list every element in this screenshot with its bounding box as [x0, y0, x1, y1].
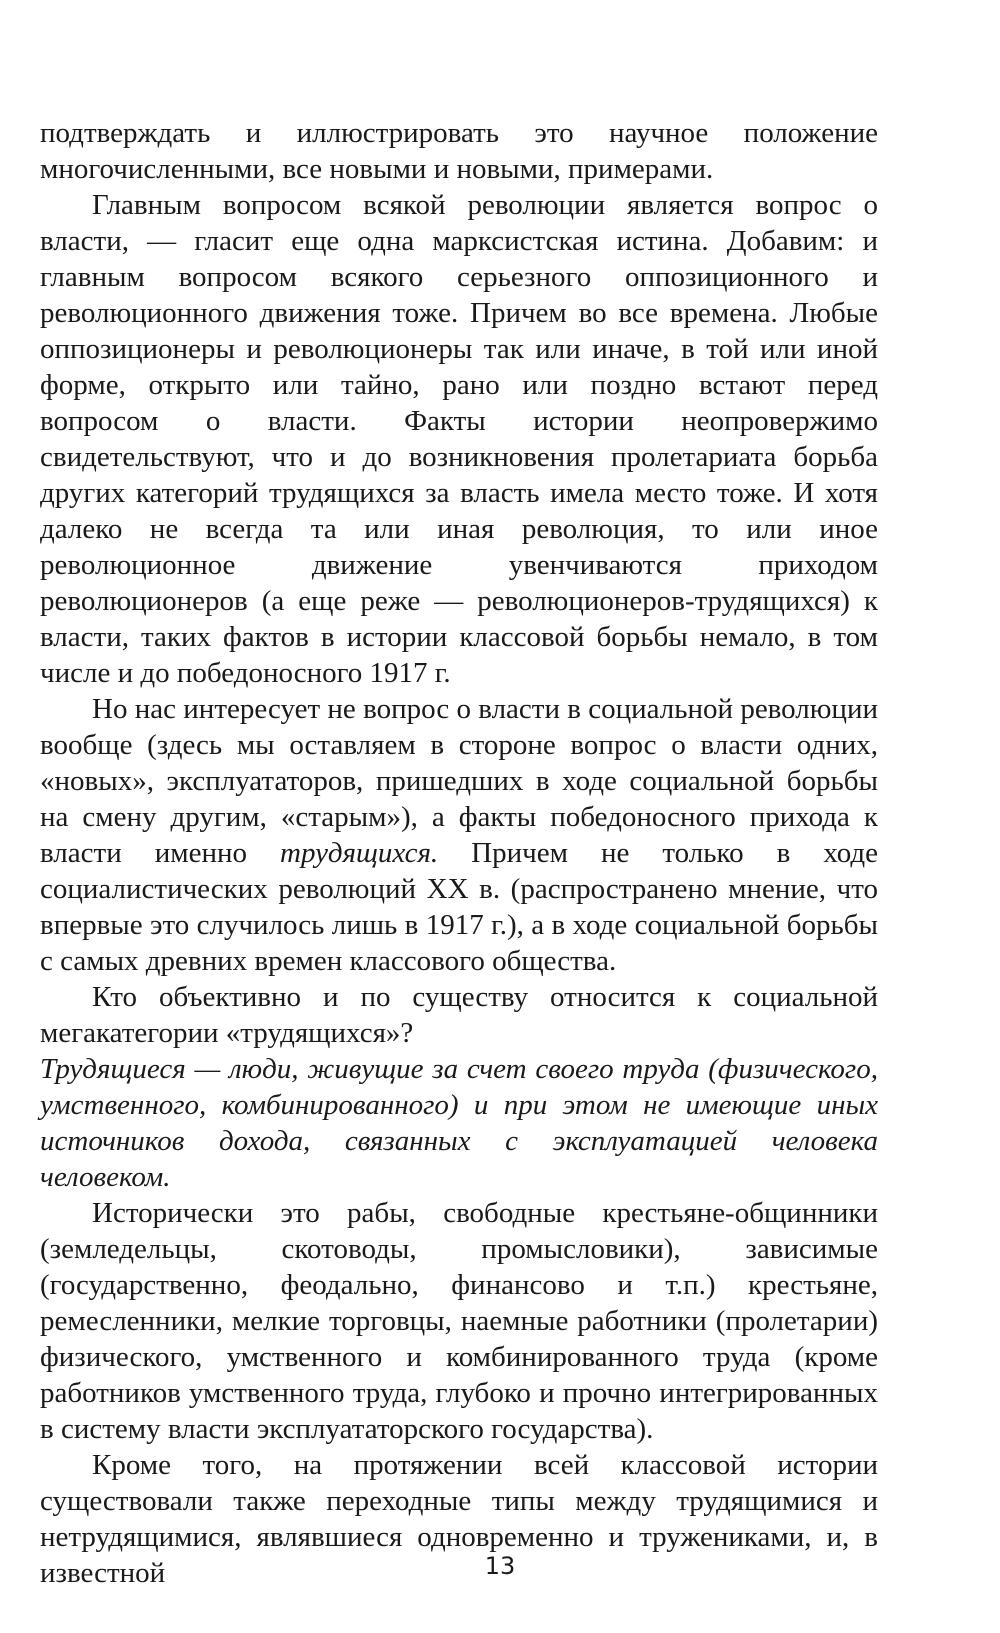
paragraph-historical-list: Исторически это рабы, свободные крестьяне-общинники (земледельцы, скотоводы, промысловики), зависимые (государственно, феодально, финансово и т.п.) крестьяне, ремесленники, мелкие торговцы, наемные работники (пролетарии) физического, умственного и комбинированного труда (кроме работников умственного труда, глубоко и прочно интегрированных в систему власти эксплуататорского государства). — [40, 1197, 878, 1445]
paragraph-definition: Трудящиеся — люди, живущие за счет своего труда (физического, умственного, комбинированного) и при этом не имеющие иных источников дохода, связанных с эксплуатацией человека человеком. — [40, 1053, 878, 1193]
paragraph-transitional-types: Кроме того, на протяжении всей классовой истории существовали также переходные типы между трудящимися и нетрудящимися, являвшиеся одновременно и тружениками, и, в известной — [40, 1449, 878, 1589]
paragraph-question: Кто объективно и по существу относится к социальной мегакатегории «трудящихся»? — [40, 981, 878, 1049]
paragraph-continuation: подтверждать и иллюстрировать это научное положение многочисленными, все новыми и новыми, примерами. — [40, 117, 878, 185]
page-body — [40, 115, 878, 1591]
paragraph-text-after: Причем не только в ходе социалистических революций XX в. (распространено мнение, что впервые это случилось лишь в 1917 г.), а в ходе социальной борьбы с самых древних времен классового общества. — [40, 837, 879, 977]
paragraph-power-question: Главным вопросом всякой революции является вопрос о власти, — гласит еще одна марксистская истина. Добавим: и главным вопросом всякого серьезного оппозиционного и революционного движения тоже. Причем во все времена. Любые оппозиционеры и революционеры так или иначе, в той или иной форме, открыто или тайно, рано или поздно встают перед вопросом о власти. Факты истории неопровержимо свидетельствуют, что и до возникновения пролетариата борьба других категорий трудящихся за власть имела место тоже. И хотя далеко не всегда та или иная революция, то или иное революционное движение увенчиваются приходом революционеров (а еще реже — революционеров-трудящихся) к власти, таких фактов в истории классовой борьбы немало, в том числе и до победоносного 1917 г. — [40, 189, 878, 689]
emphasis-word: трудящихся. — [280, 837, 439, 869]
paragraph-working-people-power — [40, 691, 878, 979]
paragraph-text-before: Но нас интересует не вопрос о власти в социальной революции вообще (здесь мы оставляем в стороне вопрос о власти одних, «новых», эксплуататоров, пришедших в ходе социальной борьбы на смену другим, «старым»), а факты победоносного прихода к власти именно — [40, 693, 878, 869]
page-number: 13 — [484, 1552, 516, 1580]
